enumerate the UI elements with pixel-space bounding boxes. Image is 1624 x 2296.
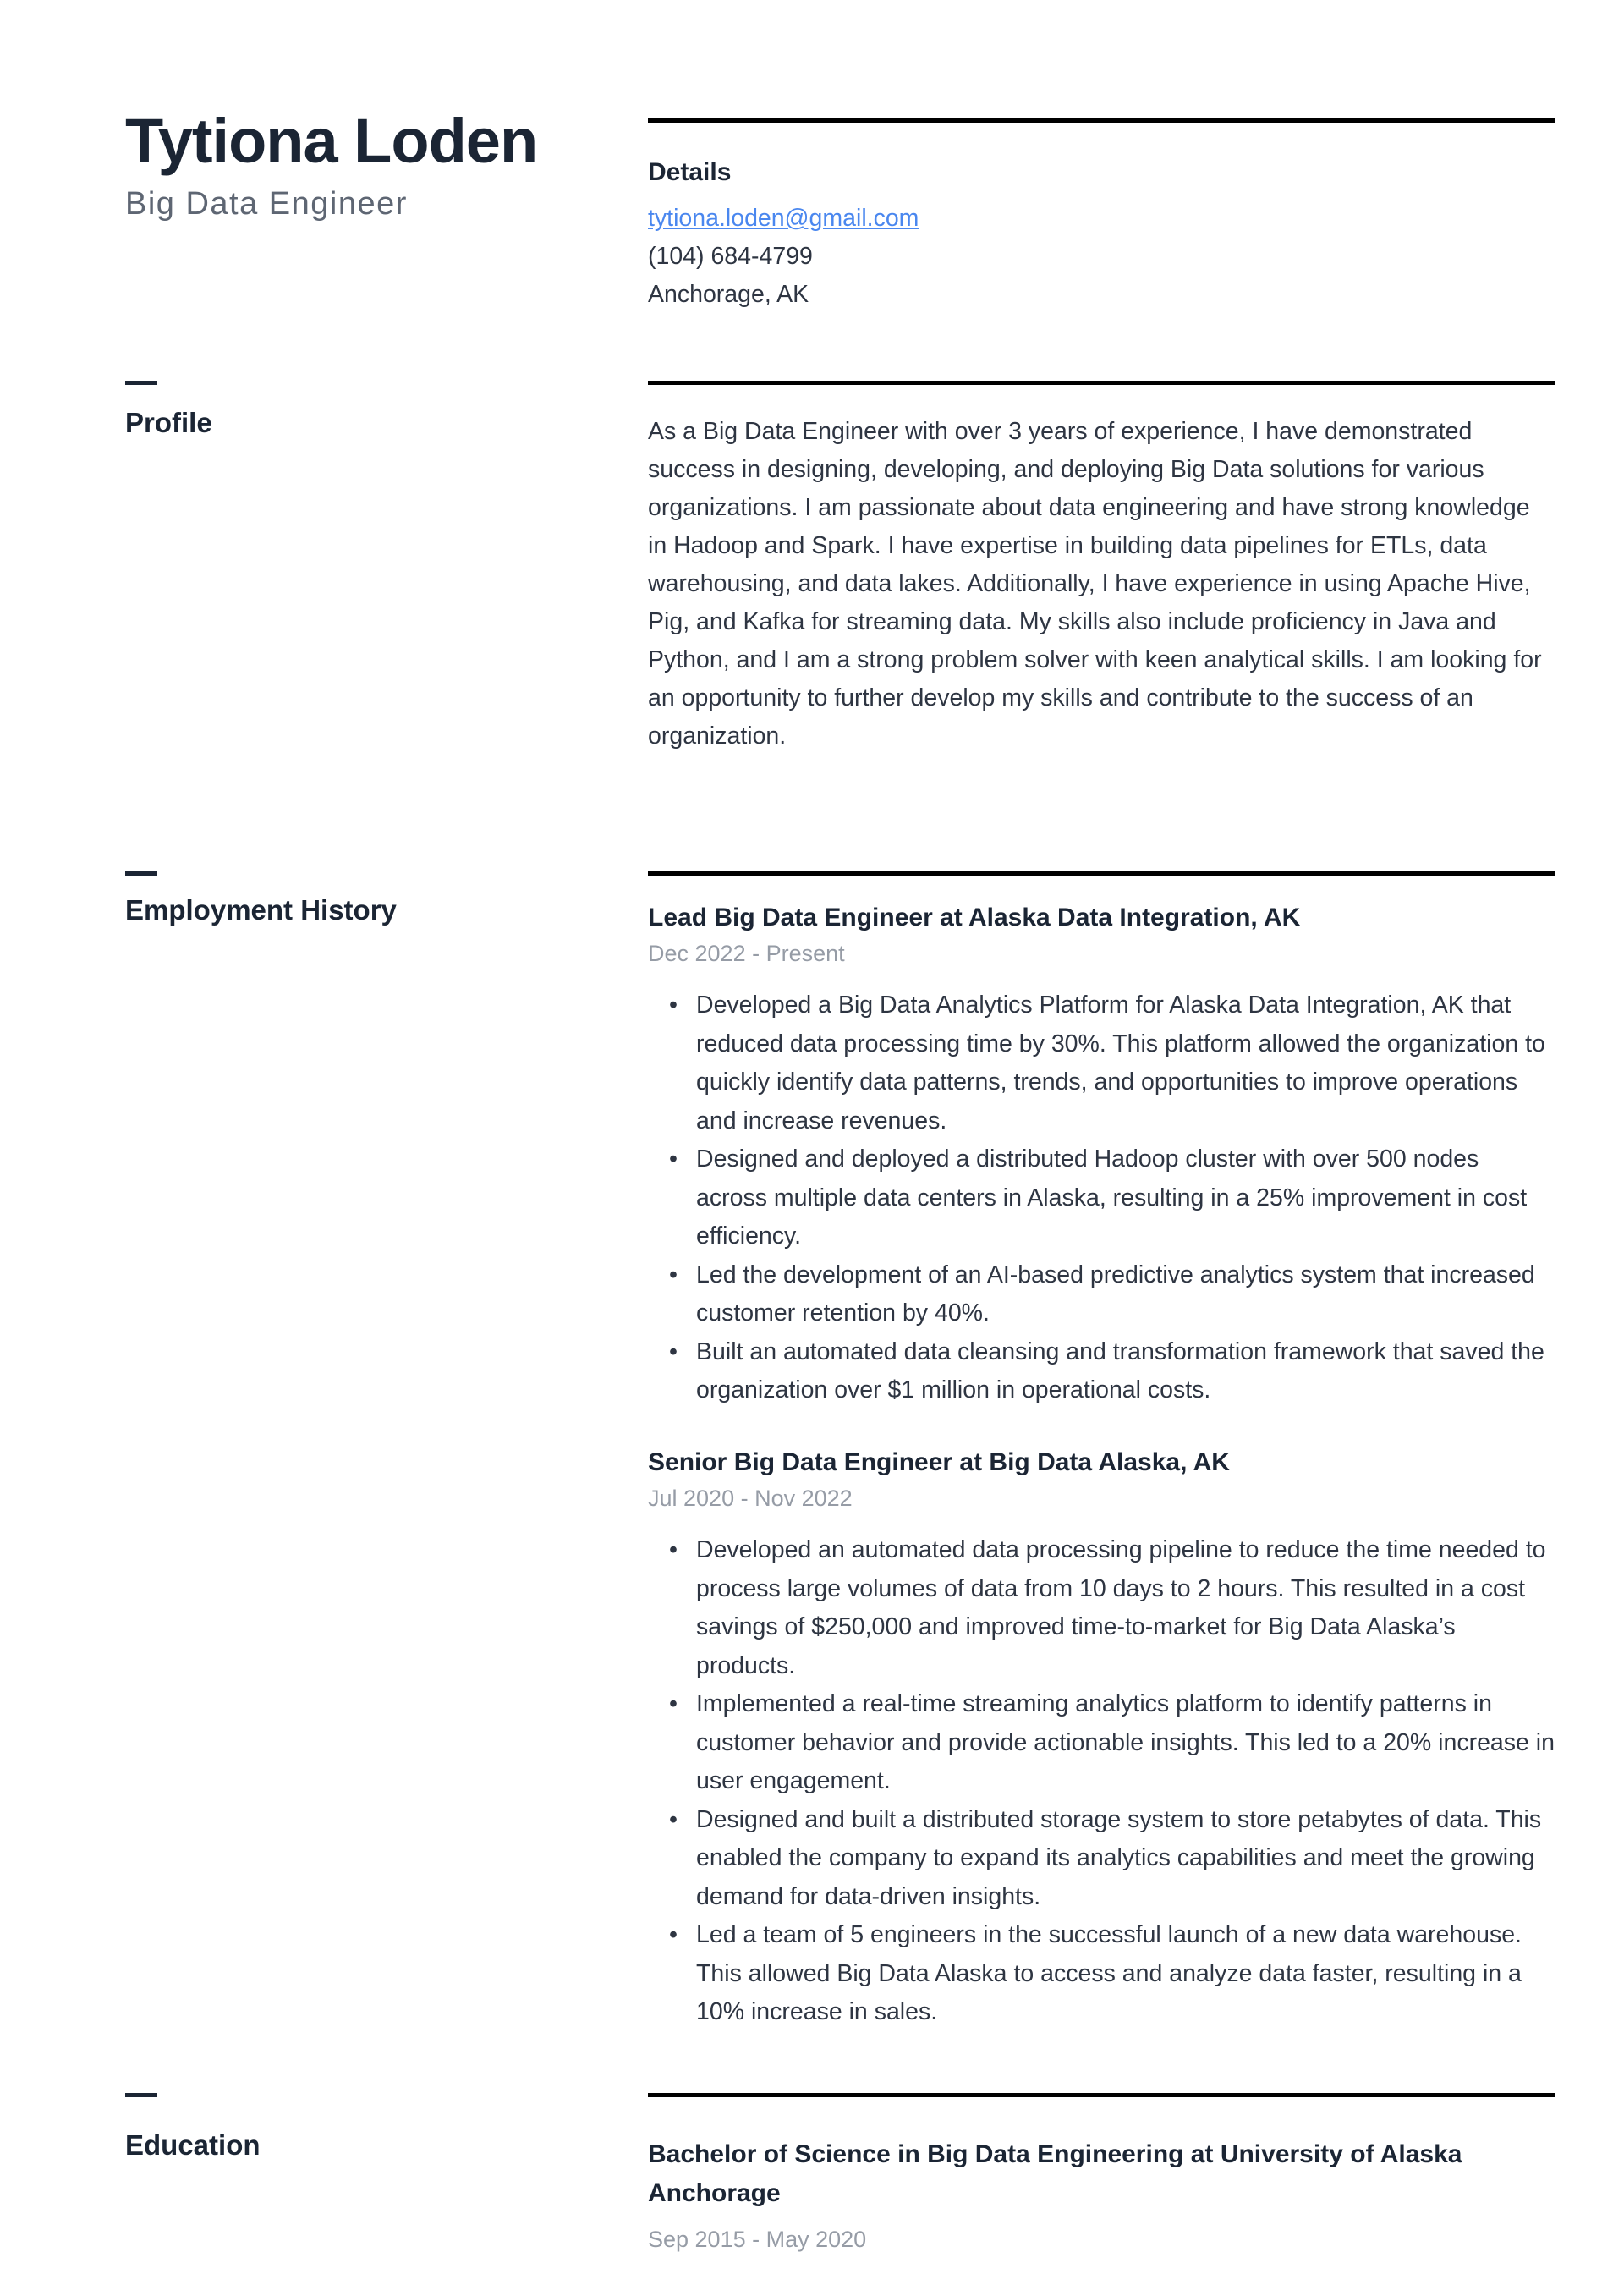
profile-divider [648,381,1555,385]
profile-text: As a Big Data Engineer with over 3 years of experience, I have demonstrated success in designing, developing, and deploying Big Data solutions for various organizations. I am passionate about data engineering and have strong knowledge in Hadoop and Spark. I have expertise in building data pipelines for ETLs, data warehousing, and data lakes. Additionally, I have experience in using Apache Hive, Pig, and Kafka for streaming data. My skills also include proficiency in Java and Python, and I am a strong problem solver with keen analytical skills. I am looking for an opportunity to further develop my skills and contribute to the success of an organization. [648,418,1542,750]
email-link[interactable]: tytiona.loden@gmail.com [648,205,919,232]
education-degree: Bachelor of Science in Big Data Engineering at University of Alaska Anchorage [648,2140,1462,2207]
job-bullet: • Led a team of 5 engineers in the successful launch of a new data warehouse. This allowed Big Data Alaska to access and analyze data faster, resulting in a 10% increase in sales. [648,1916,1555,2032]
candidate-name: Tytiona Loden [125,106,538,176]
job-bullet: • Led the development of an AI-based predictive analytics system that increased customer retention by 40%. [648,1256,1555,1333]
job-bullet: • Designed and built a distributed storage system to store petabytes of data. This enabled the company to expand its analytics capabilities and meet the growing demand for data-driven insights. [648,1801,1555,1917]
location: Anchorage, AK [648,281,809,308]
job-bullet: • Built an automated data cleansing and transformation framework that saved the organization over $1 million in operational costs. [648,1333,1555,1410]
job-title: Lead Big Data Engineer at Alaska Data Integration, AK [648,904,1301,931]
job-bullet: • Developed a Big Data Analytics Platform for Alaska Data Integration, AK that reduced data processing time by 30%. This platform allowed the organization to quickly identify data patterns, trends, and opportunities to improve operations and increase revenues. [648,986,1555,1140]
job-dates: Dec 2022 - Present [648,941,845,966]
details-list [648,200,1555,314]
job-bullet: • Implemented a real-time streaming analytics platform to identify patterns in customer behavior and provide actionable insights. This led to a 20% increase in user engagement. [648,1685,1555,1801]
employment-heading: Employment History [125,894,397,926]
education-dates: Sep 2015 - May 2020 [648,2227,867,2252]
education-heading: Education [125,2129,261,2161]
phone: (104) 684-4799 [648,243,813,270]
job-bullet: • Developed an automated data processing pipeline to reduce the time needed to process large volumes of data from 10 days to 2 hours. This resulted in a cost savings of $250,000 and improved time-to-market for Big Data Alaska’s products. [648,1531,1555,1685]
education-dash [125,2093,157,2097]
profile-dash [125,381,157,385]
candidate-title: Big Data Engineer [125,186,408,222]
details-heading: Details [648,158,732,186]
email-row [648,200,1555,238]
job-dates: Jul 2020 - Nov 2022 [648,1486,853,1511]
details-divider [648,118,1555,123]
job-title: Senior Big Data Engineer at Big Data Alaska, AK [648,1448,1230,1476]
education-divider [648,2093,1555,2097]
profile-heading: Profile [125,407,212,438]
job-bullet: • Designed and deployed a distributed Hadoop cluster with over 500 nodes across multiple data centers in Alaska, resulting in a 25% improvement in cost efficiency. [648,1140,1555,1256]
job-bullet-list [648,986,1555,1410]
employment-divider [648,871,1555,876]
job-bullet-list [648,1531,1555,2032]
employment-dash [125,871,157,876]
